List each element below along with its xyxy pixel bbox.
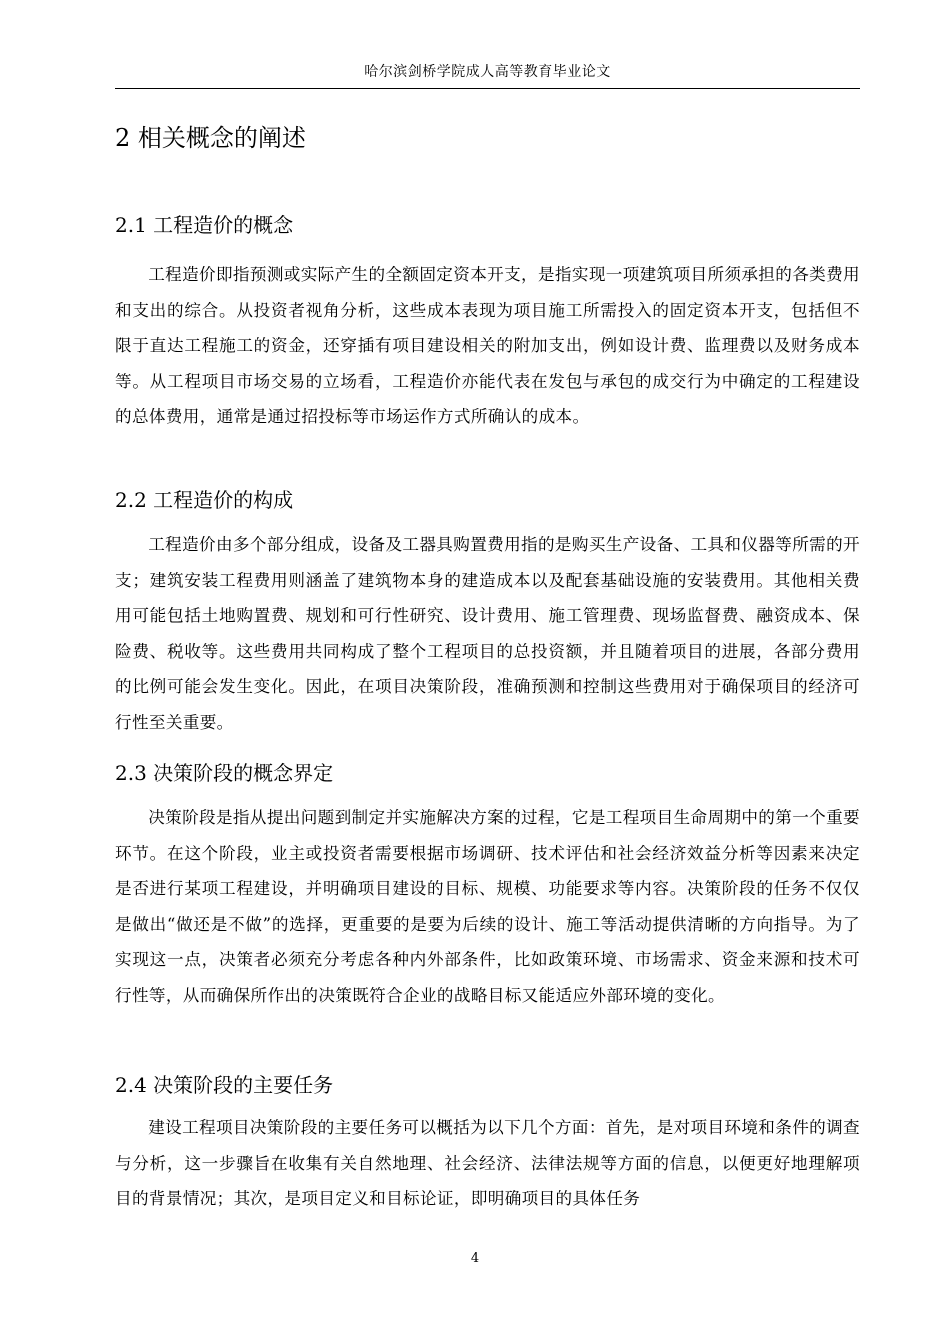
- section-heading-2-3: 2.3 决策阶段的概念界定: [115, 761, 334, 785]
- section-heading-2-1: 2.1 工程造价的概念: [115, 213, 294, 237]
- page-number: 4: [470, 1251, 480, 1266]
- section-heading-2-2: 2.2 工程造价的构成: [115, 488, 294, 512]
- section-paragraph-2-4: 建设工程项目决策阶段的主要任务可以概括为以下几个方面：首先，是对项目环境和条件的调查与分析，这一步骤旨在收集有关自然地理、社会经济、法律法规等方面的信息，以便更好地理解项目的背景情况；其次，是项目定义和目标论证，即明确项目的具体任务: [115, 1118, 860, 1208]
- section-heading-2-4: 2.4 决策阶段的主要任务: [115, 1073, 334, 1097]
- chapter-title: 2 相关概念的阐述: [115, 124, 306, 152]
- section-paragraph-2-3: 决策阶段是指从提出问题到制定并实施解决方案的过程，它是工程项目生命周期中的第一个重要环节。在这个阶段，业主或投资者需要根据市场调研、技术评估和社会经济效益分析等因素来决定是否进行某项工程建设，并明确项目建设的目标、规模、功能要求等内容。决策阶段的任务不仅仅是做出“做还是不做”的选择，更重要的是要为后续的设计、施工等活动提供清晰的方向指导。为了实现这一点，决策者必须充分考虑各种内外部条件，比如政策环境、市场需求、资金来源和技术可行性等，从而确保所作出的决策既符合企业的战略目标又能适应外部环境的变化。: [115, 808, 860, 1005]
- header-rule: [115, 88, 860, 89]
- running-header: 哈尔滨剑桥学院成人高等教育毕业论文: [364, 64, 611, 80]
- section-paragraph-2-1: 工程造价即指预测或实际产生的全额固定资本开支，是指实现一项建筑项目所须承担的各类费用和支出的综合。从投资者视角分析，这些成本表现为项目施工所需投入的固定资本开支，包括但不限于直达工程施工的资金，还穿插有项目建设相关的附加支出，例如设计费、监理费以及财务成本等。从工程项目市场交易的立场看，工程造价亦能代表在发包与承包的成交行为中确定的工程建设的总体费用，通常是通过招投标等市场运作方式所确认的成本。: [115, 265, 860, 426]
- section-paragraph-2-2: 工程造价由多个部分组成，设备及工器具购置费用指的是购买生产设备、工具和仪器等所需的开支；建筑安装工程费用则涵盖了建筑物本身的建造成本以及配套基础设施的安装费用。其他相关费用可能包括土地购置费、规划和可行性研究、设计费用、施工管理费、现场监督费、融资成本、保险费、税收等。这些费用共同构成了整个工程项目的总投资额，并且随着项目的进展，各部分费用的比例可能会发生变化。因此，在项目决策阶段，准确预测和控制这些费用对于确保项目的经济可行性至关重要。: [115, 535, 860, 732]
